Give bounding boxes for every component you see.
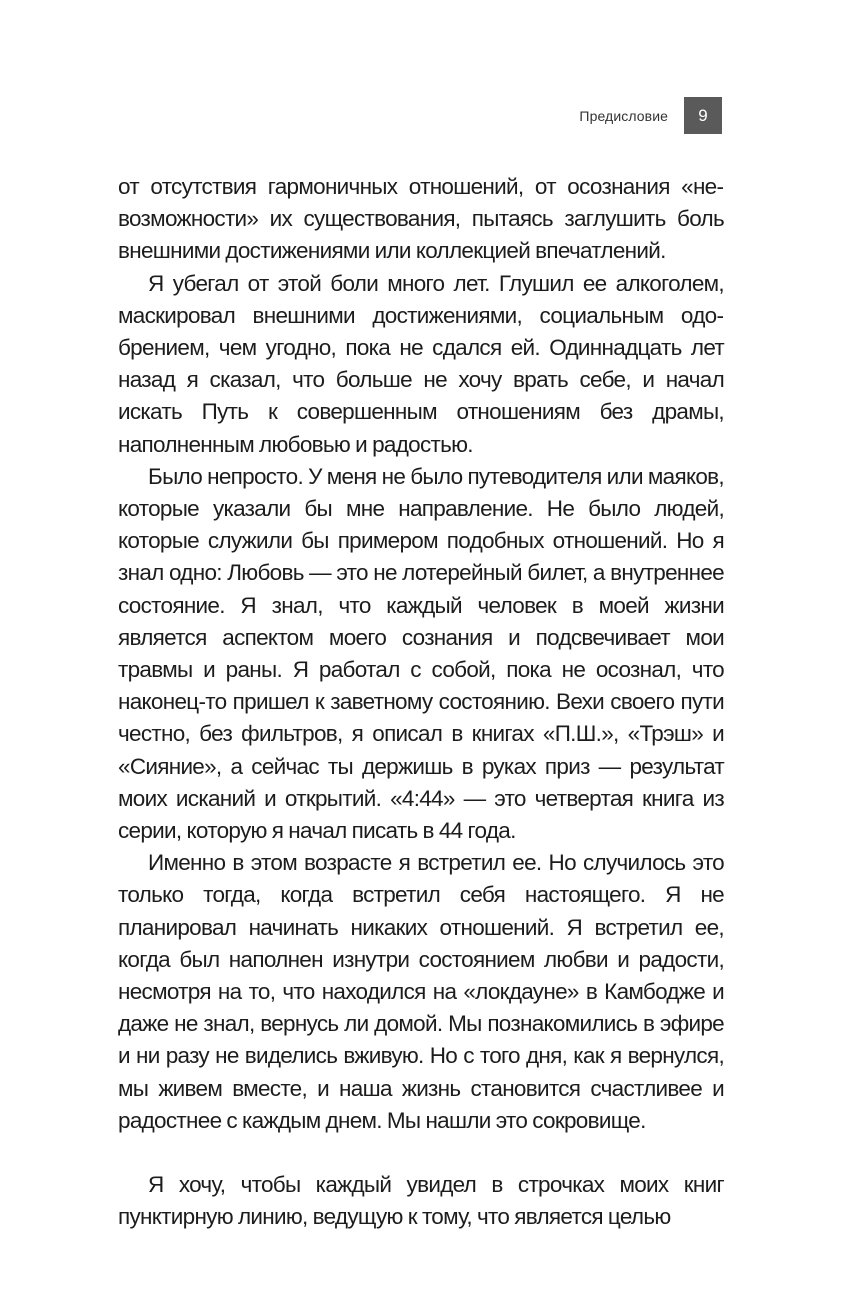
paragraph: Было непросто. У меня не было путеводителя или маяков, которые указали бы мне направление. Не было людей, которые служили бы примером подобных отношений. Но я знал одно: Любовь — это не лотерейный билет, а внутреннее состояние. Я знал, что каждый человек в моей жизни является аспектом моего сознания и подсвечивает мои травмы и раны. Я работал с собой, пока не осознал, что наконец-то пришел к заветному состоянию. Вехи своего пути честно, без фильтров, я описал в книгах «П.Ш.», «Трэш» и «Сияние», а сейчас ты держишь в руках приз — результат моих исканий и открытий. «4:44» — это четвертая книга из серии, которую я начал писать в 44 года. — [118, 463, 724, 844]
paragraph: от отсутствия гармоничных отношений, от осознания «невозможности» их существования, пытаясь заглушить боль внешними достижениями или коллекцией впечатлений. — [118, 174, 724, 264]
running-head — [560, 97, 722, 134]
paragraph: Именно в этом возрасте я встретил ее. Но случилось это только тогда, когда встретил себя настоящего. Я не планировал начинать никаких отношений. Я встретил ее, когда был наполнен изнутри состоянием любви и радости, несмотря на то, что находился на «локдауне» в Камбодже и даже не знал, вернусь ли домой. Мы познакомились в эфире и ни разу не виделись вживую. Но с того дня, как я вернулся, мы живем вместе, и наша жизнь становится счастливее и радостнее с каждым днем. Мы нашли это сокровище. — [118, 850, 724, 1133]
paragraph: Я убегал от этой боли много лет. Глушил ее алкоголем, маскировал внешними достижениями, социальным одобрением, чем угодно, пока не сдался ей. Одиннадцать лет назад я сказал, что больше не хочу врать себе, и начал искать Путь к совершенным отношениям без драмы, наполненным любовью и радостью. — [118, 270, 724, 457]
paragraph: Я хочу, чтобы каждый увидел в строчках моих книг пунктирную линию, ведущую к тому, что является целью — [118, 1172, 724, 1230]
page-number: 9 — [684, 97, 722, 134]
section-title: Предисловие — [579, 107, 668, 124]
text-body — [118, 171, 724, 1234]
